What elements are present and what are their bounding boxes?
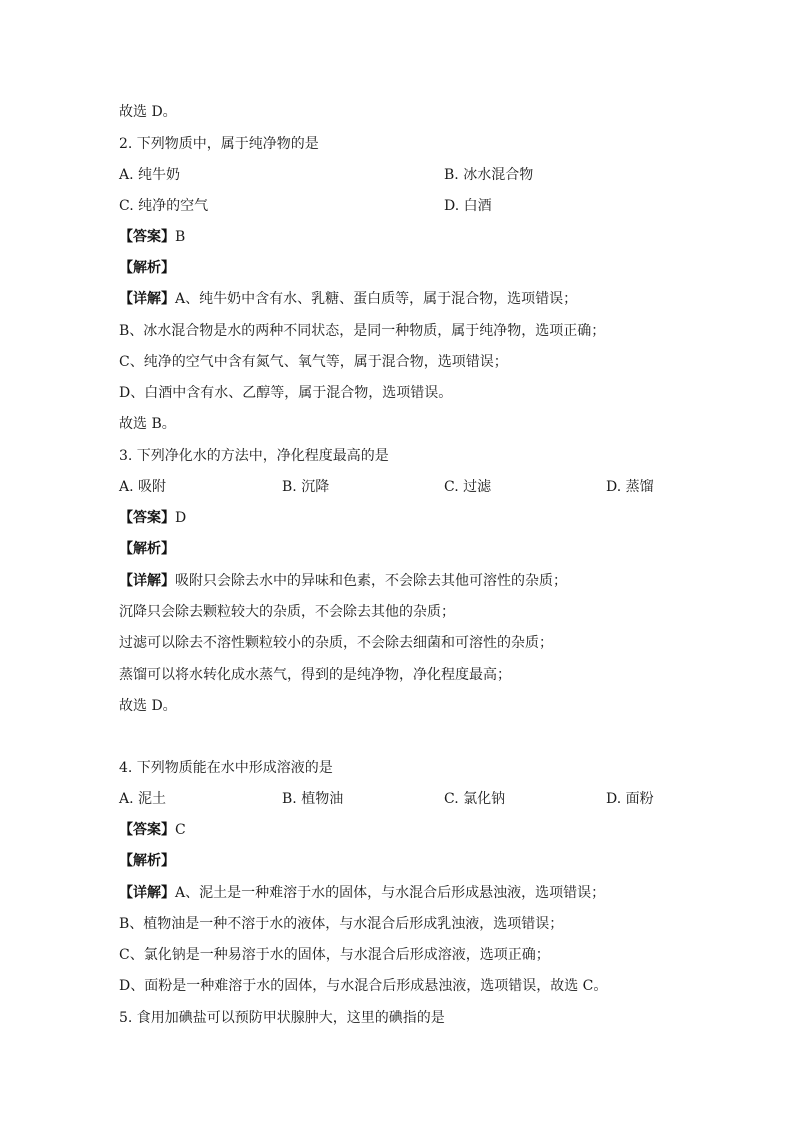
previous-conclusion: 故选 D。 [119,104,177,120]
question-4-detail-line-3: C、氯化钠是一种易溶于水的固体，与水混合后形成溶液，选项正确； [119,947,550,963]
question-3-conclusion: 故选 D。 [119,698,177,714]
question-3-option-d: D. 蒸馏 [606,479,654,495]
question-4-option-d: D. 面粉 [606,791,654,807]
question-3-detail-line-4: 蒸馏可以将水转化成水蒸气，得到的是纯净物，净化程度最高； [119,667,511,683]
answer-value: D [175,510,187,526]
question-3-answer [119,509,186,527]
question-3-stem: 3. 下列净化水的方法中，净化程度最高的是 [119,448,389,464]
detail-text: A、泥土是一种难溶于水的固体，与水混合后形成悬浊液，选项错误； [175,885,606,901]
detail-text: 吸附只会除去水中的异味和色素，不会除去其他可溶性的杂质； [175,573,567,589]
question-2-option-d: D. 白酒 [444,198,492,214]
question-2-answer [119,228,185,246]
question-4-option-b: B. 植物油 [282,791,344,807]
question-5-stem: 5. 食用加碘盐可以预防甲状腺肿大，这里的碘指的是 [119,1010,445,1026]
question-2-option-c: C. 纯净的空气 [119,198,209,214]
question-2-detail-line-4: D、白酒中含有水、乙醇等，属于混合物，选项错误。 [119,385,453,401]
detail-text: A、纯牛奶中含有水、乳糖、蛋白质等，属于混合物，选项错误； [175,291,578,307]
answer-value: C [175,822,186,838]
question-3-analysis-heading [119,540,175,558]
question-3-option-c: C. 过滤 [444,479,492,495]
question-4-detail-line-4: D、面粉是一种难溶于水的固体，与水混合后形成悬浊液，选项错误，故选 C。 [119,978,608,994]
question-2-detail-line-2: B、冰水混合物是水的两种不同状态，是同一种物质，属于纯净物，选项正确； [119,323,606,339]
question-2-detail-line-1 [119,290,577,308]
detail-tag: 【详解】 [119,885,175,901]
question-4-option-c: C. 氯化钠 [444,791,506,807]
detail-tag: 【详解】 [119,291,175,307]
answer-tag: 【答案】 [119,510,175,526]
question-4-analysis-heading [119,852,175,870]
question-2-option-b: B. 冰水混合物 [444,167,534,183]
question-2-detail-line-3: C、纯净的空气中含有氮气、氧气等，属于混合物，选项错误； [119,354,508,370]
analysis-tag: 【解析】 [119,260,175,276]
question-4-detail-line-1 [119,884,605,902]
question-3-option-b: B. 沉降 [282,479,330,495]
question-4-detail-line-2: B、植物油是一种不溶于水的液体，与水混合后形成乳浊液，选项错误； [119,916,564,932]
answer-tag: 【答案】 [119,822,175,838]
question-2-conclusion: 故选 B。 [119,416,176,432]
question-4-stem: 4. 下列物质能在水中形成溶液的是 [119,760,333,776]
question-2-option-a: A. 纯牛奶 [119,167,181,183]
question-3-detail-line-1 [119,572,567,590]
question-3-option-a: A. 吸附 [119,479,167,495]
answer-value: B [175,229,186,245]
question-4-answer [119,821,186,839]
question-2-stem: 2. 下列物质中，属于纯净物的是 [119,136,319,152]
question-2-analysis-heading [119,259,175,277]
detail-tag: 【详解】 [119,573,175,589]
question-4-option-a: A. 泥土 [119,791,167,807]
question-3-detail-line-3: 过滤可以除去不溶性颗粒较小的杂质，不会除去细菌和可溶性的杂质； [119,635,553,651]
analysis-tag: 【解析】 [119,853,175,869]
answer-tag: 【答案】 [119,229,175,245]
question-3-detail-line-2: 沉降只会除去颗粒较大的杂质，不会除去其他的杂质； [119,604,455,620]
analysis-tag: 【解析】 [119,541,175,557]
